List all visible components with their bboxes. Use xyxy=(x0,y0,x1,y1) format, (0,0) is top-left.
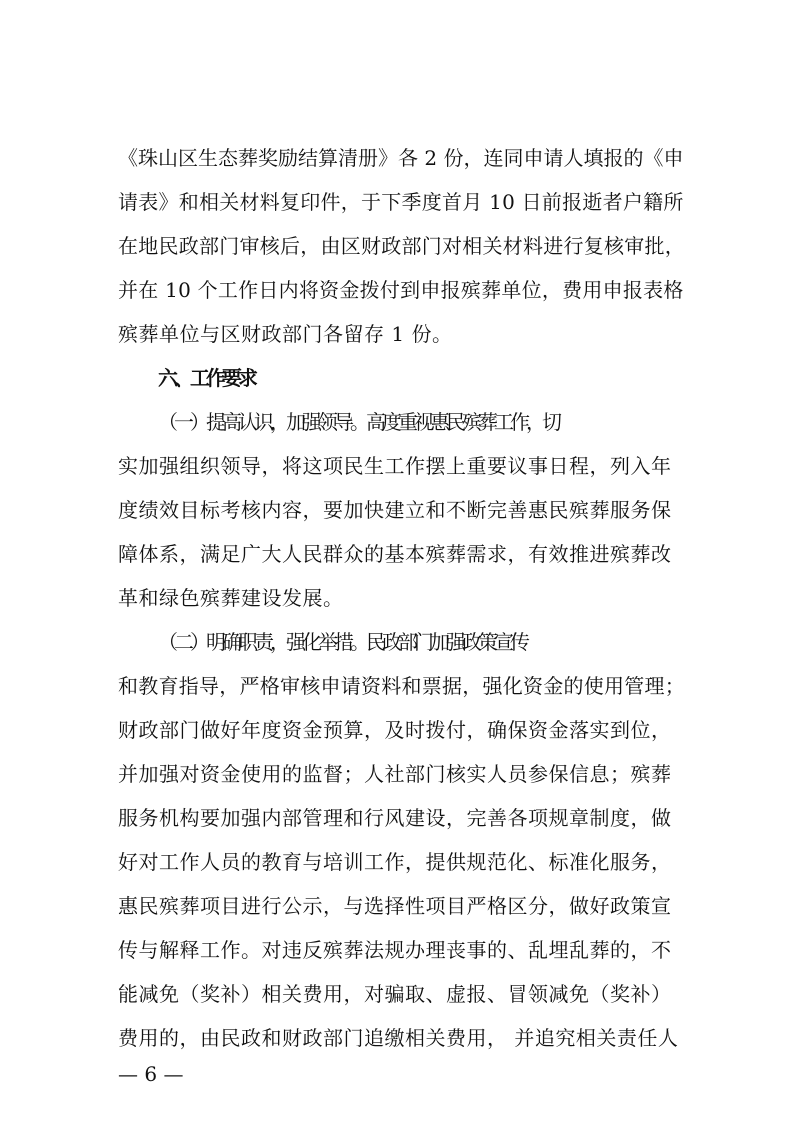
paragraph-line: 和教育指导，严格审核申请资料和票据，强化资金的使用管理； xyxy=(118,674,685,698)
paragraph-line: （一）提高认识，加强领导。高度重视惠民殡葬工作，切 xyxy=(158,410,558,434)
paragraph-line: 在地民政部门审核后，由区财政部门对相关材料进行复核审批， xyxy=(118,234,685,258)
paragraph-line: 请表》和相关材料复印件，于下季度首月 10 日前报逝者户籍所 xyxy=(118,190,684,214)
paragraph-line: 惠民殡葬项目进行公示，与选择性项目严格区分，做好政策宣 xyxy=(118,894,672,918)
paragraph-line: 财政部门做好年度资金预算，及时拨付，确保资金落实到位， xyxy=(118,718,672,742)
paragraph-line: 《珠山区生态葬奖励结算清册》各 2 份，连同申请人填报的《申 xyxy=(118,146,684,170)
section-heading: 六、工作要求 xyxy=(158,366,254,390)
page-number: — 6 — xyxy=(118,1062,184,1086)
paragraph-line: 殡葬单位与区财政部门各留存 1 份。 xyxy=(118,322,453,346)
paragraph-line: 服务机构要加强内部管理和行风建设，完善各项规章制度，做 xyxy=(118,806,672,830)
paragraph-line: （二）明确职责，强化举措。民政部门加强政策宣传 xyxy=(158,630,526,654)
paragraph-line: 并加强对资金使用的监督；人社部门核实人员参保信息；殡葬 xyxy=(118,762,672,786)
paragraph-line: 革和绿色殡葬建设发展。 xyxy=(118,586,344,610)
paragraph-line: 并在 10 个工作日内将资金拨付到申报殡葬单位，费用申报表格 xyxy=(118,278,684,302)
paragraph-line: 障体系，满足广大人民群众的基本殡葬需求，有效推进殡葬改 xyxy=(118,542,672,566)
paragraph-line: 传与解释工作。对违反殡葬法规办理丧事的、乱埋乱葬的，不 xyxy=(118,938,672,962)
paragraph-line: 实加强组织领导，将这项民生工作摆上重要议事日程，列入年 xyxy=(118,454,672,478)
paragraph-line: 能减免（奖补）相关费用，对骗取、虚报、冒领减免（奖补） xyxy=(118,982,672,1006)
paragraph-line: 度绩效目标考核内容，要加快建立和不断完善惠民殡葬服务保 xyxy=(118,498,672,522)
paragraph-line: 好对工作人员的教育与培训工作，提供规范化、标准化服务， xyxy=(118,850,672,874)
paragraph-line: 费用的，由民政和财政部门追缴相关费用， 并追究相关责任人 xyxy=(118,1026,679,1050)
